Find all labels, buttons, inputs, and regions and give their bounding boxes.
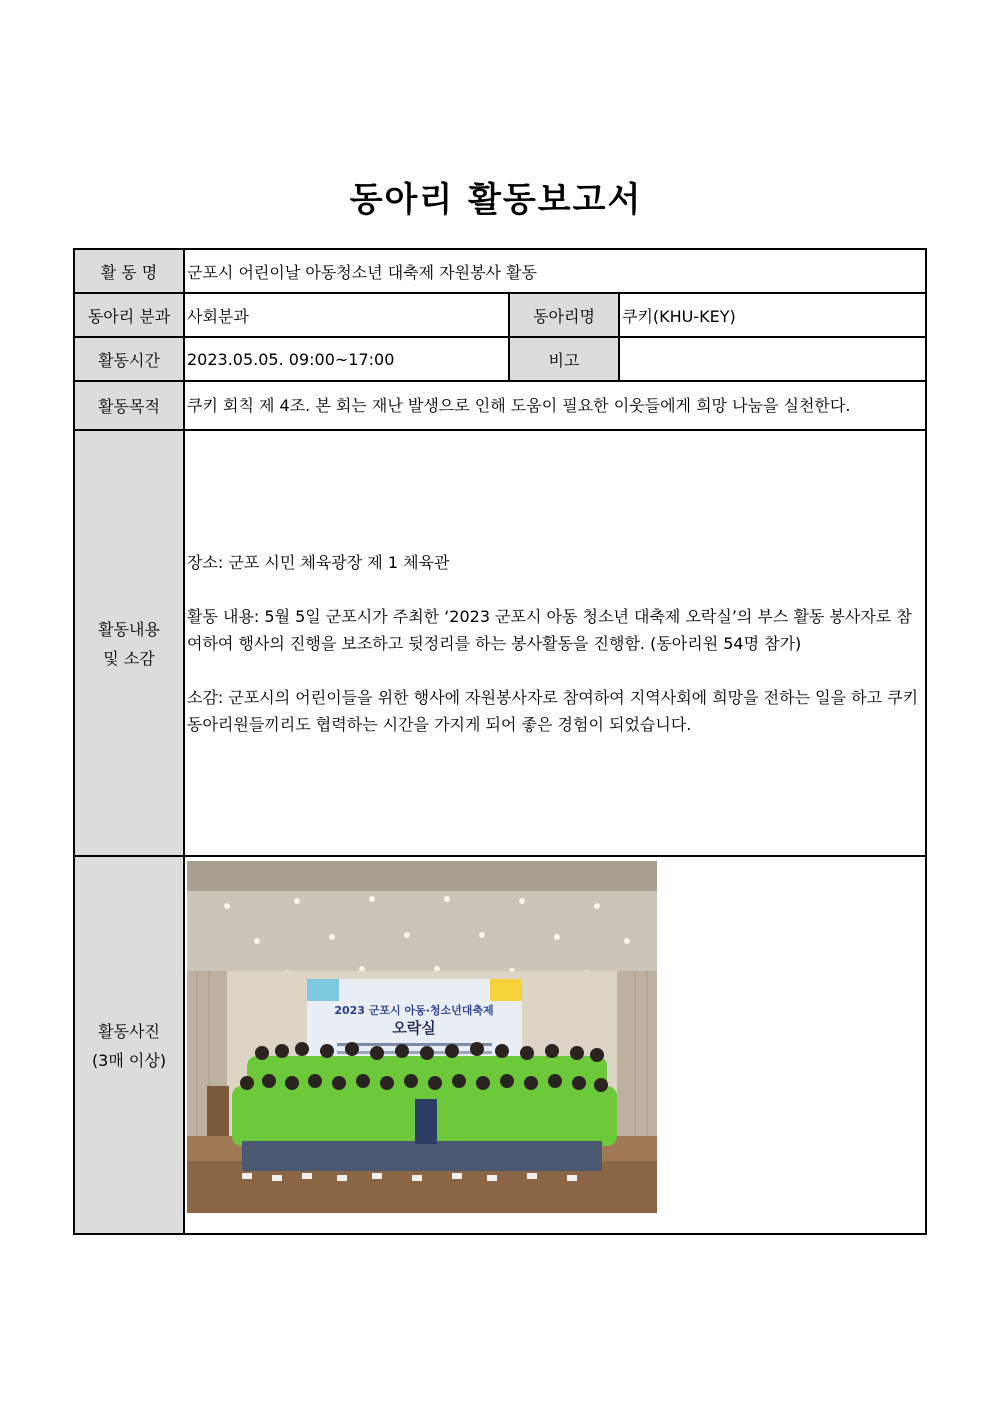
photo-label-line1: 활동사진 (98, 1022, 160, 1041)
content-impression: 소감: 군포시의 어린이들을 위한 행사에 자원봉사자로 참여하여 지역사회에 희망을 전하는 일을 하고 쿠키 동아리원들끼리도 협력하는 시간을 가지게 되어 좋은 경험이 되었습니다. (187, 687, 919, 734)
club-name-value: 쿠키(KHU-KEY) (619, 293, 926, 337)
content-place: 장소: 군포 시민 체육광장 제 1 체육관 (187, 552, 450, 572)
activity-name-label: 활 동 명 (74, 249, 184, 293)
photo-label-line2: (3매 이상) (91, 1051, 167, 1070)
photo-cell (184, 856, 926, 1234)
content-label (74, 430, 184, 856)
page-title: 동아리 활동보고서 (349, 180, 643, 220)
content-body (184, 430, 926, 856)
division-value: 사회분과 (184, 293, 509, 337)
activity-photo (187, 861, 657, 1213)
activity-time-value: 2023.05.05. 09:00~17:00 (184, 337, 509, 381)
report-table (73, 248, 927, 1235)
banner-title: 2023 군포시 아동·청소년대축제 (334, 1004, 494, 1017)
division-label: 동아리 분과 (74, 293, 184, 337)
content-label-line2: 및 소감 (103, 649, 155, 668)
content-activity: 활동 내용: 5월 5일 군포시가 주최한 ‘2023 군포시 아동 청소년 대축제 오락실’의 부스 활동 봉사자로 참여하여 행사의 진행을 보조하고 뒷정리를 하는 봉사활동을 진행함. (동아리원 54명 참가) (187, 606, 912, 653)
purpose-value: 쿠키 회칙 제 4조. 본 회는 재난 발생으로 인해 도움이 필요한 이웃들에게 희망 나눔을 실천한다. (184, 381, 926, 430)
activity-name-value: 군포시 어린이날 아동청소년 대축제 자원봉사 활동 (184, 249, 926, 293)
purpose-label: 활동목적 (74, 381, 184, 430)
club-name-label: 동아리명 (509, 293, 619, 337)
note-value (619, 337, 926, 381)
banner-subtitle: 오락실 (392, 1019, 436, 1037)
content-label-line1: 활동내용 (98, 620, 160, 639)
photo-label (74, 856, 184, 1234)
note-label: 비고 (509, 337, 619, 381)
activity-time-label: 활동시간 (74, 337, 184, 381)
